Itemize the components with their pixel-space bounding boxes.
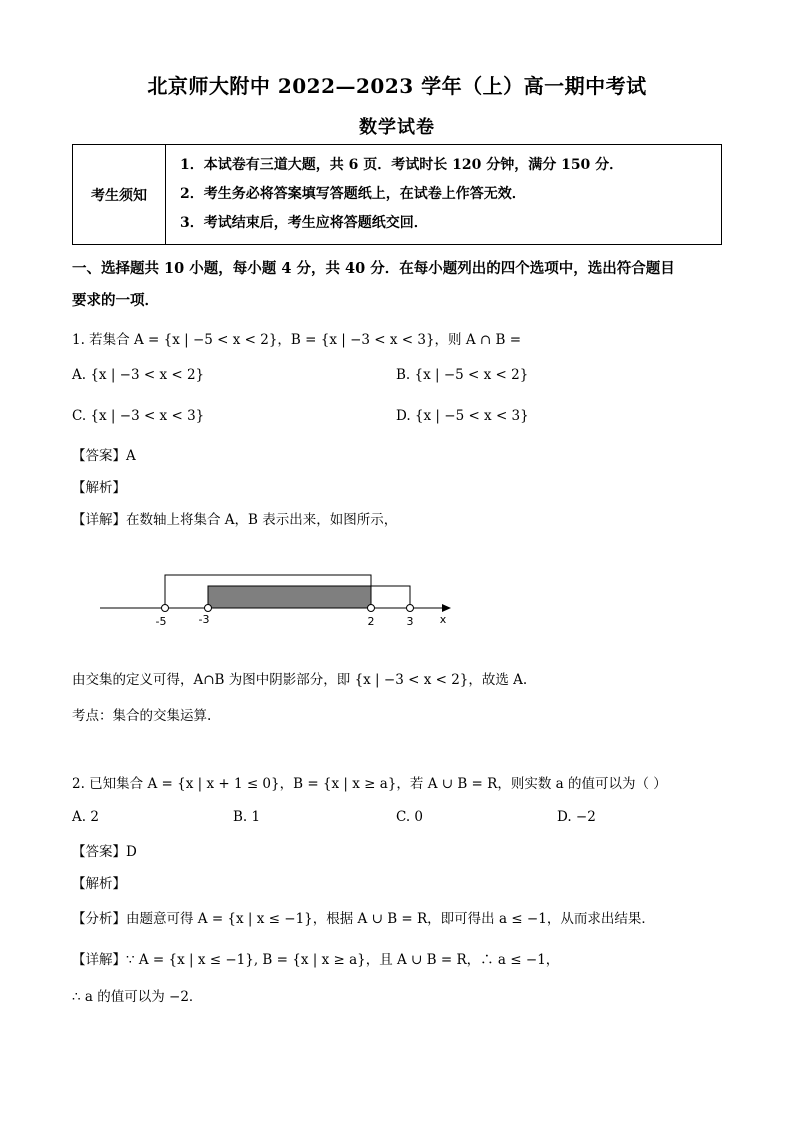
q2-option-b: B. 1 bbox=[233, 809, 261, 825]
q1-option-b: B. {x | −5 < x < 2} bbox=[396, 367, 529, 383]
answer-tag: 【答案】 bbox=[72, 844, 126, 860]
q1-conclusion: 由交集的定义可得，A∩B 为图中阴影部分，即 {x | −3 < x < 2}，故选 A. bbox=[72, 672, 528, 688]
q2-fenxi bbox=[72, 907, 655, 927]
notice-item: 1．本试卷有三道大题，共 6 页．考试时长 120 分钟，满分 150 分． bbox=[180, 157, 624, 173]
q1-stem: 1. 若集合 A = {x | −5 < x < 2}，B = {x | −3 < x < 3}，则 A ∩ B = bbox=[72, 332, 522, 348]
tick-label: -3 bbox=[198, 613, 210, 626]
notice-table bbox=[72, 144, 722, 245]
intersection-shade bbox=[208, 586, 371, 608]
q2-option-c: C. 0 bbox=[396, 809, 424, 825]
open-point bbox=[162, 605, 169, 612]
section-heading-line1: 一、选择题共 10 小题，每小题 4 分，共 40 分．在每小题列出的四个选项中，选出符合题目 bbox=[72, 260, 675, 277]
q2-detail bbox=[72, 948, 559, 968]
number-line-diagram bbox=[95, 568, 455, 630]
q2-option-a: A. 2 bbox=[72, 809, 99, 825]
notice-item: 3．考试结束后，考生应将答题纸交回． bbox=[180, 215, 428, 231]
q2-answer bbox=[72, 840, 137, 860]
notice-item: 2．考生务必将答案填写答题纸上，在试卷上作答无效． bbox=[180, 186, 526, 202]
detail-tag: 【详解】 bbox=[72, 952, 126, 968]
tick-label: 2 bbox=[367, 615, 375, 628]
detail-text: 在数轴上将集合 A，B 表示出来，如图所示， bbox=[126, 512, 398, 528]
open-point bbox=[407, 605, 414, 612]
q1-analysis-tag: 【解析】 bbox=[72, 480, 126, 496]
answer-value: A bbox=[126, 448, 136, 464]
open-point bbox=[205, 605, 212, 612]
section-heading-line2: 要求的一项． bbox=[72, 292, 159, 309]
tick-label: -5 bbox=[155, 615, 167, 628]
open-point bbox=[368, 605, 375, 612]
fenxi-text: 由题意可得 A = {x | x ≤ −1}，根据 A ∪ B = R，即可得出 a ≤ −1，从而求出结果． bbox=[126, 911, 655, 927]
q2-final: ∴ a 的值可以为 −2． bbox=[72, 989, 203, 1005]
detail-text: ∵ A = {x | x ≤ −1}, B = {x | x ≥ a}，且 A ∪ B = R，∴ a ≤ −1， bbox=[126, 952, 560, 968]
notice-label: 考生须知 bbox=[73, 145, 166, 245]
q1-option-a: A. {x | −3 < x < 2} bbox=[72, 367, 205, 383]
axis-label: x bbox=[439, 613, 447, 626]
axis-arrow bbox=[442, 604, 451, 612]
q2-option-d: D. −2 bbox=[557, 809, 596, 825]
page-title: 北京师大附中 2022—2023 学年（上）高一期中考试 bbox=[147, 74, 647, 98]
page-subtitle: 数学试卷 bbox=[359, 117, 435, 138]
q1-option-c: C. {x | −3 < x < 3} bbox=[72, 408, 205, 424]
notice-items bbox=[166, 145, 722, 245]
q1-keypoint: 考点：集合的交集运算. bbox=[72, 708, 212, 724]
answer-value: D bbox=[126, 844, 137, 860]
answer-tag: 【答案】 bbox=[72, 448, 126, 464]
fenxi-tag: 【分析】 bbox=[72, 911, 126, 927]
q1-answer bbox=[72, 444, 136, 464]
q2-analysis-tag: 【解析】 bbox=[72, 876, 126, 892]
q1-detail bbox=[72, 508, 397, 528]
q2-stem: 2. 已知集合 A = {x | x + 1 ≤ 0}，B = {x | x ≥ a}，若 A ∪ B = R，则实数 a 的值可以为（ ） bbox=[72, 776, 667, 792]
tick-label: 3 bbox=[406, 615, 414, 628]
q1-option-d: D. {x | −5 < x < 3} bbox=[396, 408, 529, 424]
detail-tag: 【详解】 bbox=[72, 512, 126, 528]
